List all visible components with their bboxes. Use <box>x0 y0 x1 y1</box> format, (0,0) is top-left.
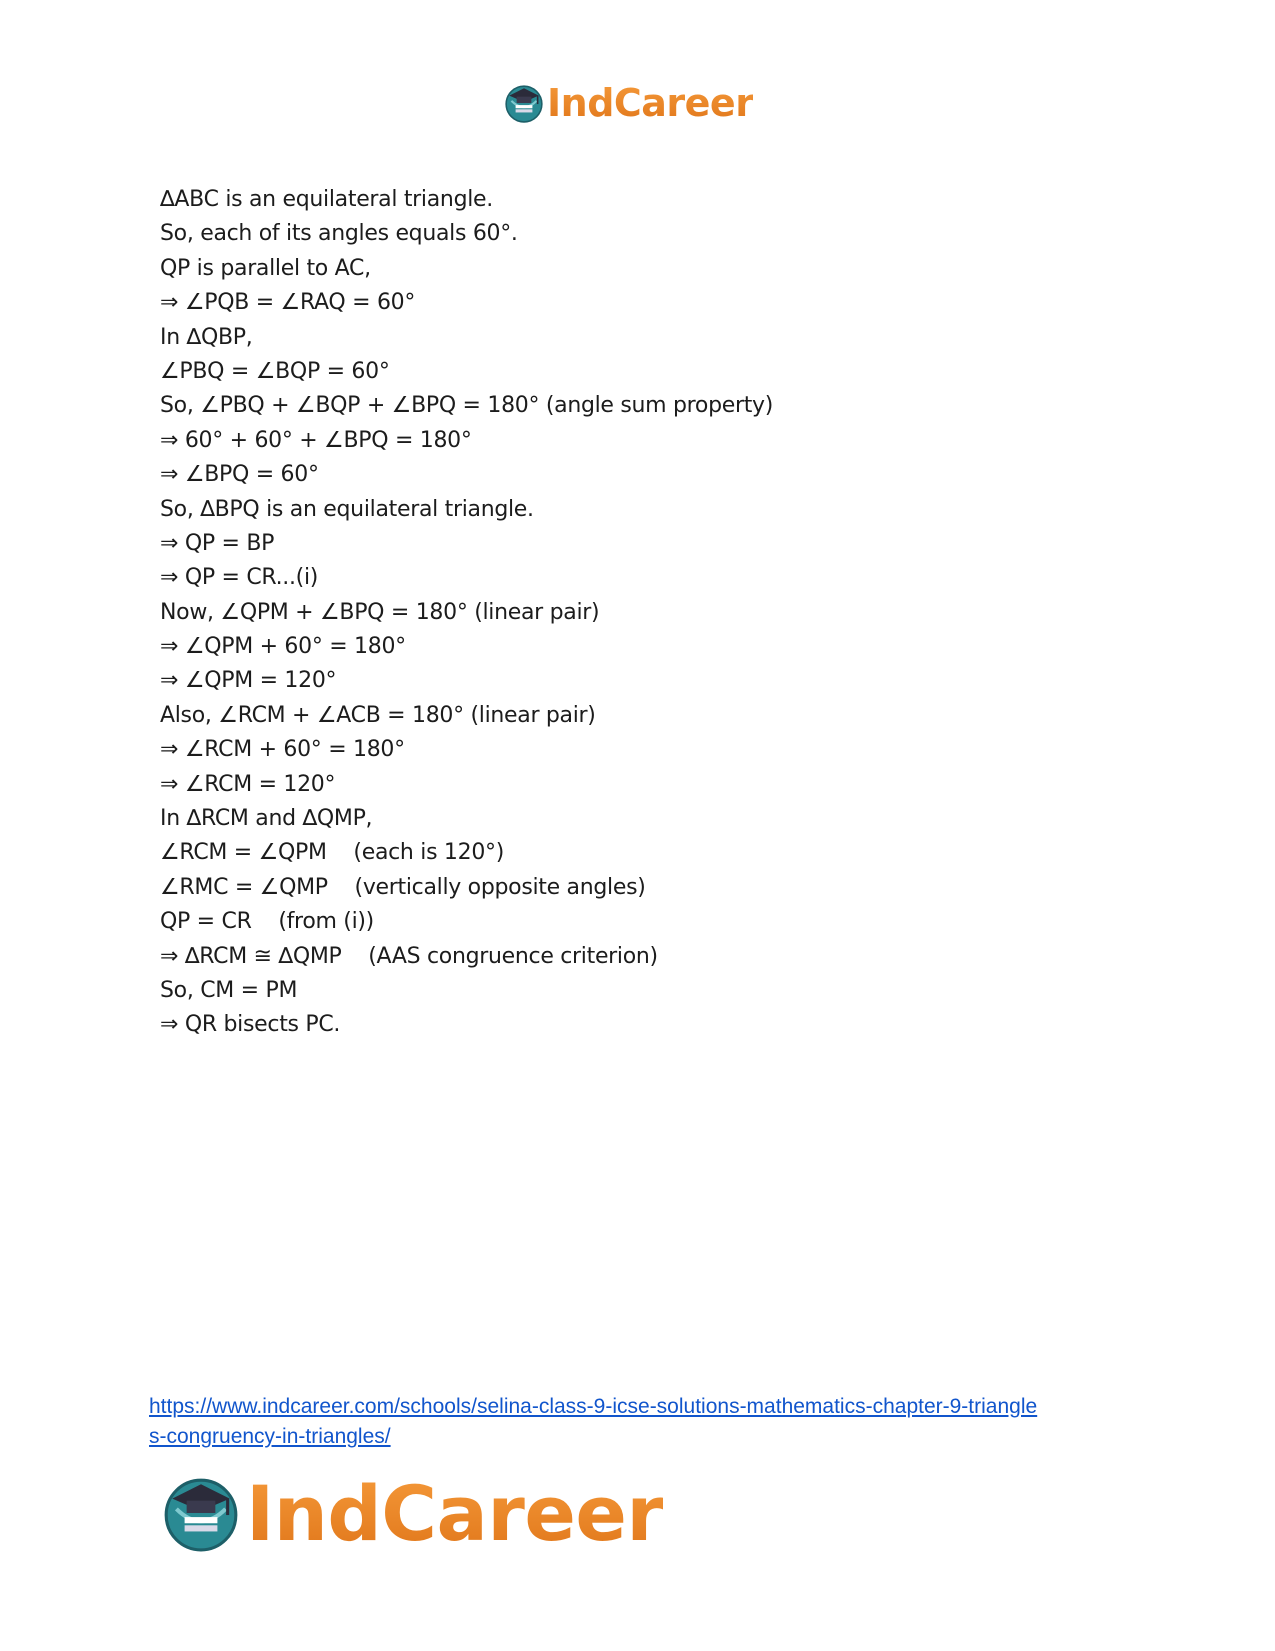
solution-line: ⇒ ∠RCM = 120° <box>160 771 336 797</box>
solution-line: In ∆RCM and ∆QMP, <box>160 806 373 832</box>
solution-line: In ∆QBP, <box>160 324 253 350</box>
footer-logo <box>160 1468 663 1558</box>
solution-line: ⇒ ∠BPQ = 60° <box>160 462 319 488</box>
source-link-line-1[interactable]: https://www.indcareer.com/schools/selina-class-9-icse-solutions-mathematics-chapter-9-triangle <box>149 1395 1038 1418</box>
graduate-globe-icon <box>503 82 545 124</box>
solution-line: ∠RMC = ∠QMP (vertically opposite angles) <box>160 874 646 900</box>
graduate-globe-icon <box>160 1472 242 1554</box>
solution-line: ⇒ QR bisects PC. <box>160 1012 341 1038</box>
solution-line: So, ∆BPQ is an equilateral triangle. <box>160 496 534 522</box>
brand-name: IndCareer <box>246 1468 664 1558</box>
solution-body <box>160 183 960 1043</box>
solution-line: ⇒ 60° + 60° + ∠BPQ = 180° <box>160 427 472 453</box>
solution-line: ∆ABC is an equilateral triangle. <box>160 187 493 212</box>
brand-name: IndCareer <box>547 81 754 125</box>
solution-line: ⇒ ∆RCM ≅ ∆QMP (AAS congruence criterion) <box>160 943 658 969</box>
solution-line: So, CM = PM <box>160 977 298 1003</box>
solution-line: ⇒ QP = CR...(i) <box>160 565 319 591</box>
source-link[interactable] <box>149 1392 1129 1452</box>
solution-line: ⇒ ∠PQB = ∠RAQ = 60° <box>160 290 416 316</box>
solution-line: So, each of its angles equals 60°. <box>160 221 518 247</box>
solution-line: ∠RCM = ∠QPM (each is 120°) <box>160 840 505 866</box>
solution-line: So, ∠PBQ + ∠BQP + ∠BPQ = 180° (angle sum property) <box>160 393 774 419</box>
solution-line: QP = CR (from (i)) <box>160 909 374 935</box>
solution-line: QP is parallel to AC, <box>160 255 371 281</box>
solution-line: ⇒ ∠RCM + 60° = 180° <box>160 737 405 763</box>
solution-line: ⇒ ∠QPM = 120° <box>160 668 337 694</box>
solution-line: Now, ∠QPM + ∠BPQ = 180° (linear pair) <box>160 599 600 625</box>
header-logo <box>503 80 753 126</box>
solution-line: ⇒ ∠QPM + 60° = 180° <box>160 634 406 660</box>
solution-line: ∠PBQ = ∠BQP = 60° <box>160 358 390 384</box>
solution-line: ⇒ QP = BP <box>160 530 275 556</box>
source-link-line-2[interactable]: s-congruency-in-triangles/ <box>149 1425 391 1448</box>
solution-line: Also, ∠RCM + ∠ACB = 180° (linear pair) <box>160 702 596 728</box>
